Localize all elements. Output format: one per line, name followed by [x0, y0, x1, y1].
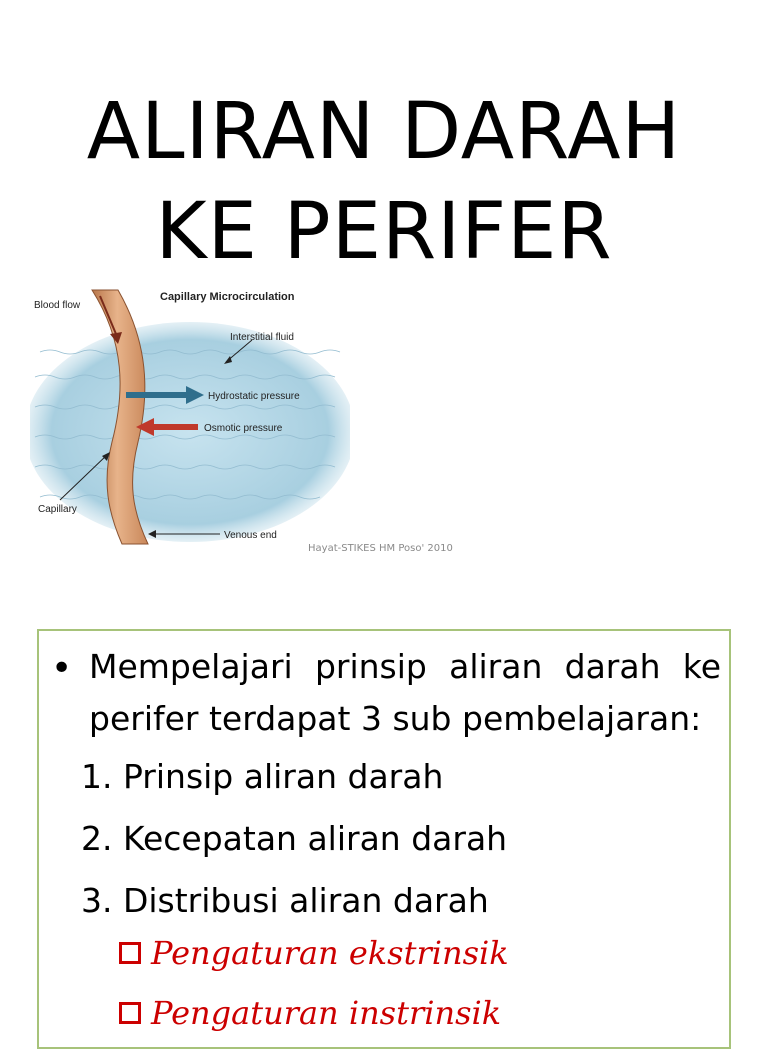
label-capillary: Capillary [38, 504, 77, 515]
subitem-2-text: Pengaturan instrinsik [151, 994, 502, 1032]
bullet-dot-icon: • [51, 648, 73, 689]
title-line-2: KE PERIFER [155, 187, 613, 277]
numbered-item-1: 1. Prinsip aliran darah [81, 757, 444, 796]
subitem-2 [119, 993, 501, 1033]
subitem-1-text: Pengaturan ekstrinsik [151, 934, 509, 972]
bullet-item [51, 641, 721, 745]
numbered-item-3: 3. Distribusi aliran darah [81, 881, 489, 920]
title-line-1: ALIRAN DARAH [86, 87, 682, 177]
label-blood-flow: Blood flow [34, 300, 81, 311]
label-hydrostatic-pressure: Hydrostatic pressure [208, 391, 300, 402]
content-box [37, 629, 731, 1049]
slide-credit: Hayat-STIKES HM Poso' 2010 [308, 543, 453, 554]
checkbox-icon [119, 942, 141, 964]
figure-heading: Capillary Microcirculation [160, 291, 295, 303]
bullet-text: Mempelajari prinsip aliran darah ke perifer terdapat 3 sub pembelajaran: [89, 647, 721, 738]
subitem-1 [119, 933, 509, 973]
numbered-item-2: 2. Kecepatan aliran darah [81, 819, 508, 858]
slide-title [0, 82, 768, 282]
checkbox-icon [119, 1002, 141, 1024]
capillary-diagram [30, 282, 350, 550]
interstitial-fluid-area [30, 322, 350, 542]
label-interstitial-fluid: Interstitial fluid [230, 332, 294, 343]
label-osmotic-pressure: Osmotic pressure [204, 423, 283, 434]
label-venous-end: Venous end [224, 530, 277, 541]
